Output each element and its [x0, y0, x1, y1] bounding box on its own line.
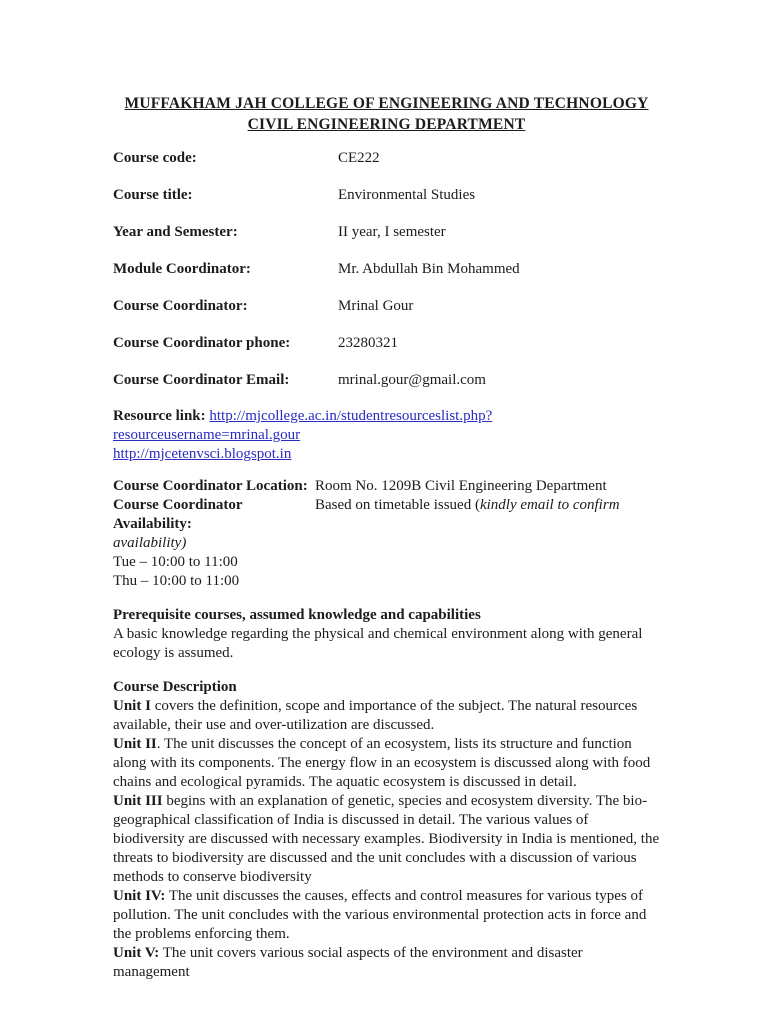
unit-4-text: The unit discusses the causes, effects and control measures for various types of pollution. The unit concludes with the various environmental protection acts in force and the problems enforcing them. — [113, 888, 647, 942]
resource-link-label: Resource link: — [113, 408, 206, 424]
unit-4-label: Unit IV: — [113, 888, 166, 904]
unit-1-paragraph — [113, 697, 660, 735]
unit-3-label: Unit III — [113, 793, 163, 809]
resource-link-studentresources[interactable]: http://mjcollege.ac.in/studentresourceslist.php?resourceusername=mrinal.gour — [113, 408, 493, 443]
unit-1-label: Unit I — [113, 698, 151, 714]
info-value: mrinal.gour@gmail.com — [338, 372, 486, 388]
unit-5-paragraph — [113, 944, 660, 982]
info-label: Module Coordinator: — [113, 261, 251, 277]
document-title — [113, 93, 660, 135]
info-value: Mr. Abdullah Bin Mohammed — [338, 261, 520, 277]
info-label: Course Coordinator Email: — [113, 372, 290, 388]
info-value: II year, I semester — [338, 224, 446, 240]
info-row-course-coordinator — [113, 296, 660, 316]
info-value: Environmental Studies — [338, 187, 476, 203]
info-label: Year and Semester: — [113, 224, 238, 240]
resource-link-paragraph — [113, 407, 660, 464]
coordinator-location-row — [113, 477, 660, 496]
prerequisites-heading: Prerequisite courses, assumed knowledge and capabilities — [113, 607, 481, 623]
unit-1-text: covers the definition, scope and importance of the subject. The natural resources available, their use and over-utilization are discussed. — [113, 698, 638, 733]
document-content — [113, 93, 660, 982]
coordinator-location-value: Room No. 1209B Civil Engineering Department — [315, 478, 607, 494]
course-description-section — [113, 678, 660, 982]
coordinator-availability-label: Course Coordinator Availability: — [113, 497, 243, 532]
resource-link-blogspot[interactable]: http://mjcetenvsci.blogspot.in — [113, 446, 292, 462]
info-value: Mrinal Gour — [338, 298, 414, 314]
coordinator-location-label: Course Coordinator Location: — [113, 478, 308, 494]
info-row-coordinator-email — [113, 370, 660, 390]
unit-3-paragraph — [113, 792, 660, 887]
unit-4-paragraph — [113, 887, 660, 944]
course-description-heading: Course Description — [113, 679, 237, 695]
unit-2-text: . The unit discusses the concept of an ecosystem, lists its structure and function along with its components. The energy flow in an ecosystem is discussed along with food chains and ecological pyramids. The aquatic ecosystem is discussed in detail. — [113, 736, 651, 790]
info-value: CE222 — [338, 150, 380, 166]
info-label: Course title: — [113, 187, 193, 203]
info-label: Course code: — [113, 150, 197, 166]
unit-2-label: Unit II — [113, 736, 157, 752]
unit-5-label: Unit V: — [113, 945, 160, 961]
coordinator-availability-value: Based on timetable issued ( — [315, 497, 480, 513]
course-info-table — [113, 148, 660, 390]
availability-time-thu: Thu – 10:00 to 11:00 — [113, 573, 240, 589]
info-row-year-semester — [113, 222, 660, 242]
unit-3-text: begins with an explanation of genetic, species and ecosystem diversity. The bio-geographical classification of India is discussed in detail. The various values of biodiversity are discussed with necessary examples. Biodiversity in India is mentioned, the threats to biodiversity are discussed and the unit concludes with a discussion of various methods to conserve biodiversity — [113, 793, 660, 885]
prerequisites-section — [113, 606, 660, 663]
availability-time-tue: Tue – 10:00 to 11:00 — [113, 554, 238, 570]
title-line-2: CIVIL ENGINEERING DEPARTMENT — [247, 116, 526, 133]
prerequisites-body: A basic knowledge regarding the physical and chemical environment along with general ecology is assumed. — [113, 626, 643, 661]
info-label: Course Coordinator phone: — [113, 335, 291, 351]
info-row-module-coordinator — [113, 259, 660, 279]
info-value: 23280321 — [338, 335, 398, 351]
info-row-course-code — [113, 148, 660, 168]
coordinator-availability-note-wrap: availability) — [113, 535, 187, 551]
unit-2-paragraph — [113, 735, 660, 792]
unit-5-text: The unit covers various social aspects of the environment and disaster management — [113, 945, 583, 980]
coordinator-availability-note: kindly email to confirm — [479, 497, 620, 513]
info-row-course-title — [113, 185, 660, 205]
location-availability-block — [113, 477, 660, 591]
coordinator-availability-row — [113, 496, 660, 534]
info-label: Course Coordinator: — [113, 298, 248, 314]
info-row-coordinator-phone — [113, 333, 660, 353]
title-line-1: MUFFAKHAM JAH COLLEGE OF ENGINEERING AND TECHNOLOGY — [124, 95, 649, 112]
